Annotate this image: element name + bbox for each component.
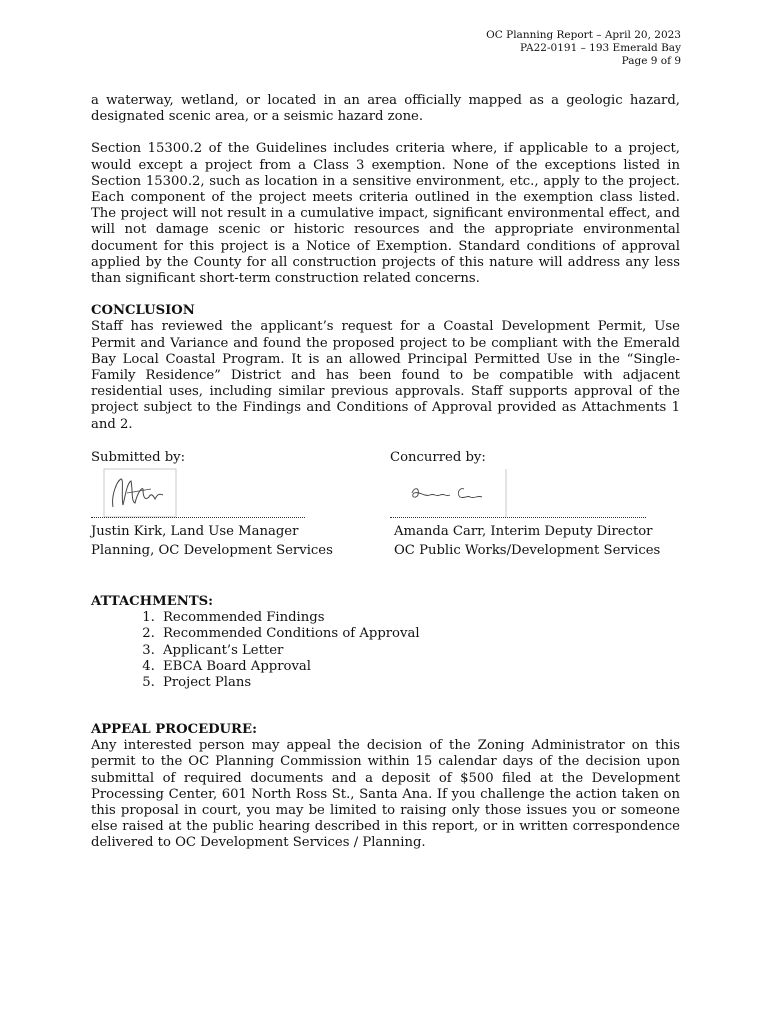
- appeal-section: [91, 722, 680, 852]
- header-page-number: Page 9 of 9: [621, 55, 681, 67]
- attachments-list: [91, 610, 680, 691]
- signature-line-right: [390, 517, 646, 518]
- paragraph-guidelines: Section 15300.2 of the Guidelines includes criteria where, if applicable to a project, would except a project from a Class 3 exemption. None of the exceptions listed in Section 15300.2, such as location in a sensitive environment, etc., apply to the project. Each component of the project meets criteria outlined in the exemption class listed. The project will not result in a cumulative impact, significant environmental effect, and will not damage scenic or historic resources and the appropriate environmental document for this project is a Notice of Exemption. Standard conditions of approval applied by the County for all construction projects of this nature will address any less than significant short-term construction related concerns.: [91, 141, 680, 287]
- appeal-heading: APPEAL PROCEDURE:: [91, 722, 257, 737]
- main-content: [91, 93, 680, 433]
- conclusion-heading: CONCLUSION: [91, 303, 195, 319]
- attachment-item: 5. Project Plans: [159, 675, 680, 691]
- page-header: [486, 29, 681, 68]
- attachment-item: 2. Recommended Conditions of Approval: [159, 626, 680, 642]
- concurrer-title: OC Public Works/Development Services: [394, 543, 661, 558]
- paragraph-continuation: a waterway, wetland, or located in an area officially mapped as a geologic hazard, designated scenic area, or a seismic hazard zone.: [91, 93, 680, 125]
- submitter-name: Justin Kirk, Land Use Manager: [91, 524, 299, 539]
- header-project-id: PA22-0191 – 193 Emerald Bay: [519, 42, 681, 54]
- submitter-title: Planning, OC Development Services: [91, 543, 333, 558]
- attachments-section: [91, 594, 680, 691]
- concurrer-name: Amanda Carr, Interim Deputy Director: [394, 524, 653, 539]
- signature-block: [91, 449, 680, 569]
- attachments-heading: ATTACHMENTS:: [91, 594, 214, 609]
- signature-line-left: [91, 517, 305, 518]
- conclusion-text: Staff has reviewed the applicant’s request for a Coastal Development Permit, Use Permit and Variance and found the proposed project to be compliant with the Emerald Bay Local Coastal Program. It is an allowed Principal Permitted Use in the “Single-Family Residence” District and has been found to be compatible with adjacent residential uses, including similar previous approvals. Staff supports approval of the project subject to the Findings and Conditions of Approval provided as Attachments 1 and 2.: [91, 319, 680, 432]
- submitted-by-label: Submitted by:: [91, 450, 186, 465]
- concurred-by-label: Concurred by:: [390, 450, 486, 465]
- attachment-item: 1. Recommended Findings: [159, 610, 680, 626]
- header-report-date: OC Planning Report – April 20, 2023: [486, 29, 681, 41]
- attachment-item: 3. Applicant’s Letter: [159, 643, 680, 659]
- signature-kirk-image: [91, 467, 211, 519]
- attachment-item: 4. EBCA Board Approval: [159, 659, 680, 675]
- signature-carr-image: [390, 467, 510, 519]
- appeal-text: Any interested person may appeal the decision of the Zoning Administrator on this permit to the OC Planning Commission within 15 calendar days of the decision upon submittal of required documents and a deposit of $500 filed at the Development Processing Center, 601 North Ross St., Santa Ana. If you challenge the action taken on this proposal in court, you may be limited to raising only those issues you or someone else raised at the public hearing described in this report, or in written correspondence delivered to OC Development Services / Planning.: [91, 738, 680, 851]
